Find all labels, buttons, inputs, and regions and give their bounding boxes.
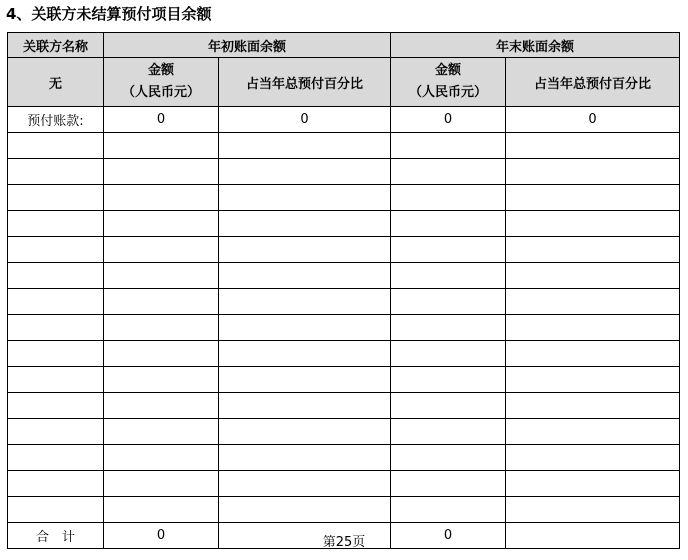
table-row [8,367,680,393]
page-number: 第25页 [322,535,366,550]
prepaid-label: 预付账款: [8,107,104,133]
prepaid-closing-pct: 0 [506,107,680,133]
header-closing-balance: 年末账面余额 [391,33,680,58]
header-row-2 [8,58,680,107]
prepaid-closing-amount: 0 [391,107,506,133]
table-row [8,289,680,315]
header-party-none: 无 [8,58,104,107]
table-row [8,341,680,367]
header-opening-amount [104,58,219,107]
table-row [8,263,680,289]
table-row [8,211,680,237]
section-title: 4、关联方未结算预付项目余额 [6,5,212,23]
header-party-name: 关联方名称 [8,33,104,58]
table-row [8,315,680,341]
related-party-prepaid-table [7,32,680,549]
header-opening-pct: 占当年总预付百分比 [219,58,391,107]
table-row [8,237,680,263]
header-closing-amount-line1: 金额 [435,63,462,78]
total-opening-amount: 0 [104,523,219,549]
total-label: 合 计 [8,523,104,549]
table-row [8,393,680,419]
table-row [8,159,680,185]
header-closing-pct: 占当年总预付百分比 [506,58,680,107]
header-closing-amount [391,58,506,107]
total-closing-amount: 0 [391,523,506,549]
table-row [8,133,680,159]
header-opening-balance: 年初账面余额 [104,33,391,58]
table-row [8,445,680,471]
table-row [8,419,680,445]
table-row [8,471,680,497]
table-row [8,497,680,523]
header-row-1 [8,33,680,58]
header-closing-amount-line2: （人民币元） [409,85,488,100]
header-opening-amount-line1: 金额 [147,63,174,78]
header-opening-amount-line2: （人民币元） [121,85,200,100]
table-row [8,185,680,211]
prepaid-row [8,107,680,133]
prepaid-opening-pct: 0 [219,107,391,133]
prepaid-opening-amount: 0 [104,107,219,133]
